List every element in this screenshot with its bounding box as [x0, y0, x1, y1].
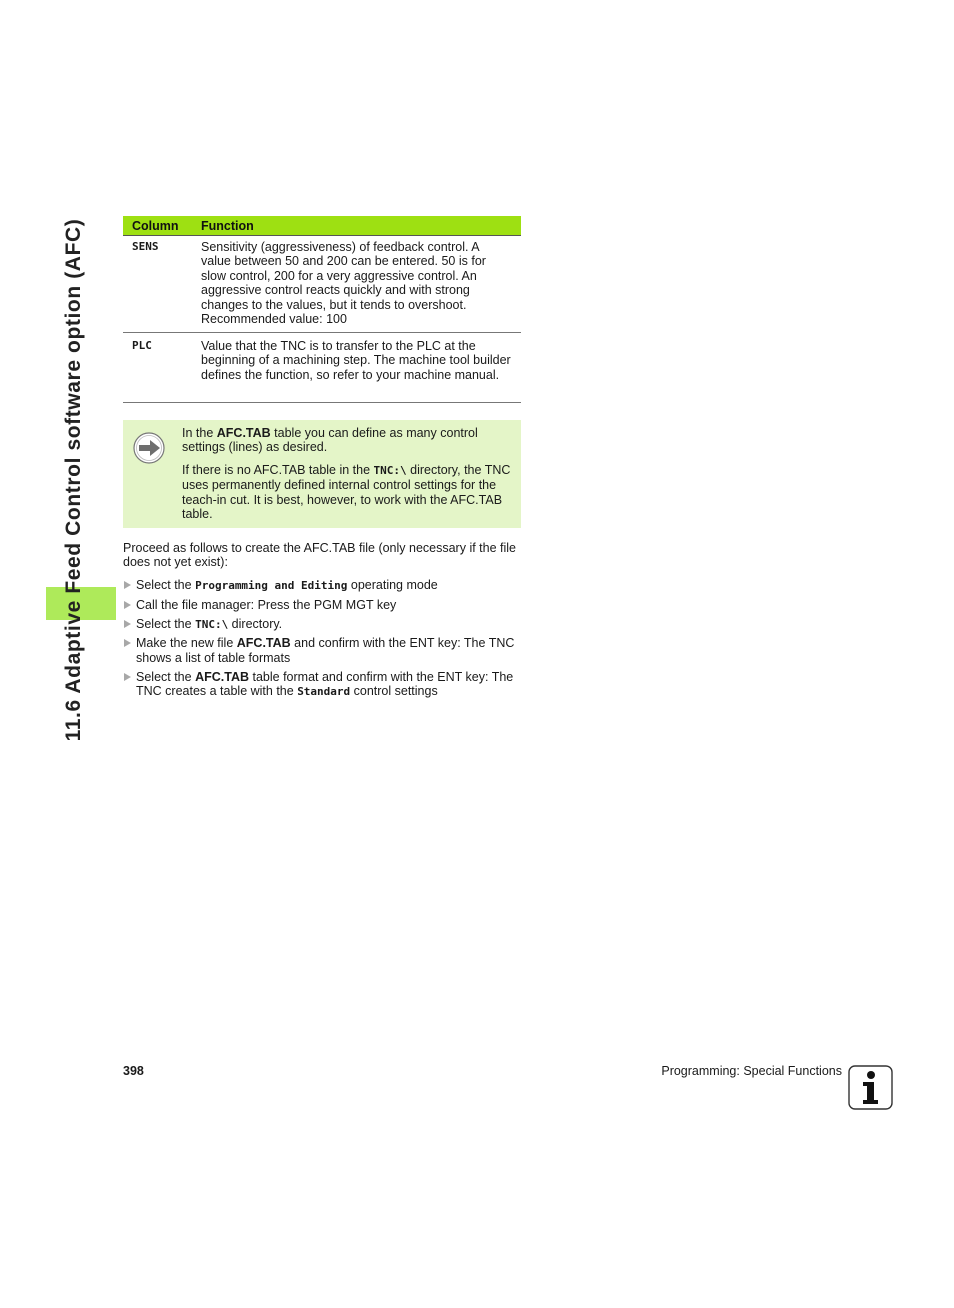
row-description: Sensitivity (aggressiveness) of feedback control. A value between 50 and 200 can be entered. 50 is for slow control, 200 for a very aggressive control. An aggressive control reacts quickly and with strong changes to the values, but it tends to overshoot. Recommended value: 100	[201, 240, 486, 327]
bullet-triangle-icon	[124, 581, 131, 589]
bullet-triangle-icon	[124, 601, 131, 609]
bullet-triangle-icon	[124, 673, 131, 681]
table-row	[123, 333, 521, 403]
list-item: Make the new file AFC.TAB and confirm with the ENT key: The TNC shows a list of table formats	[123, 636, 521, 665]
info-icon	[848, 1065, 893, 1110]
footer-section-title: Programming: Special Functions	[661, 1064, 842, 1078]
bullet-triangle-icon	[124, 639, 131, 647]
row-name: PLC	[132, 339, 152, 352]
note-paragraph: In the AFC.TAB table you can define as many control settings (lines) as desired.	[182, 426, 478, 455]
list-item: Select the Programming and Editing operating mode	[123, 578, 521, 594]
step-list	[123, 578, 521, 704]
row-description: Value that the TNC is to transfer to the PLC at the beginning of a machining step. The machine tool builder defines the function, so refer to your machine manual.	[201, 339, 511, 382]
chapter-title: 11.6 Adaptive Feed Control software option (AFC)	[62, 218, 85, 742]
table-header	[123, 216, 521, 236]
row-name: SENS	[132, 240, 159, 253]
arrow-right-icon	[133, 432, 165, 464]
header-function: Function	[201, 218, 254, 233]
function-table	[123, 216, 521, 403]
list-item: Select the AFC.TAB table format and confirm with the ENT key: The TNC creates a table with the Standard control settings	[123, 670, 521, 700]
list-item: Call the file manager: Press the PGM MGT key	[123, 598, 521, 613]
note-text	[182, 426, 512, 529]
note-box	[123, 420, 521, 528]
note-paragraph: If there is no AFC.TAB table in the TNC:\ directory, the TNC uses permanently defined internal control settings for the teach-in cut. It is best, however, to work with the AFC.TAB table.	[182, 462, 511, 522]
header-column: Column	[132, 218, 179, 233]
intro-paragraph: Proceed as follows to create the AFC.TAB file (only necessary if the file does not yet exist):	[123, 541, 516, 570]
list-item: Select the TNC:\ directory.	[123, 617, 521, 633]
bullet-triangle-icon	[124, 620, 131, 628]
page-number: 398	[123, 1064, 144, 1078]
table-row	[123, 236, 521, 333]
